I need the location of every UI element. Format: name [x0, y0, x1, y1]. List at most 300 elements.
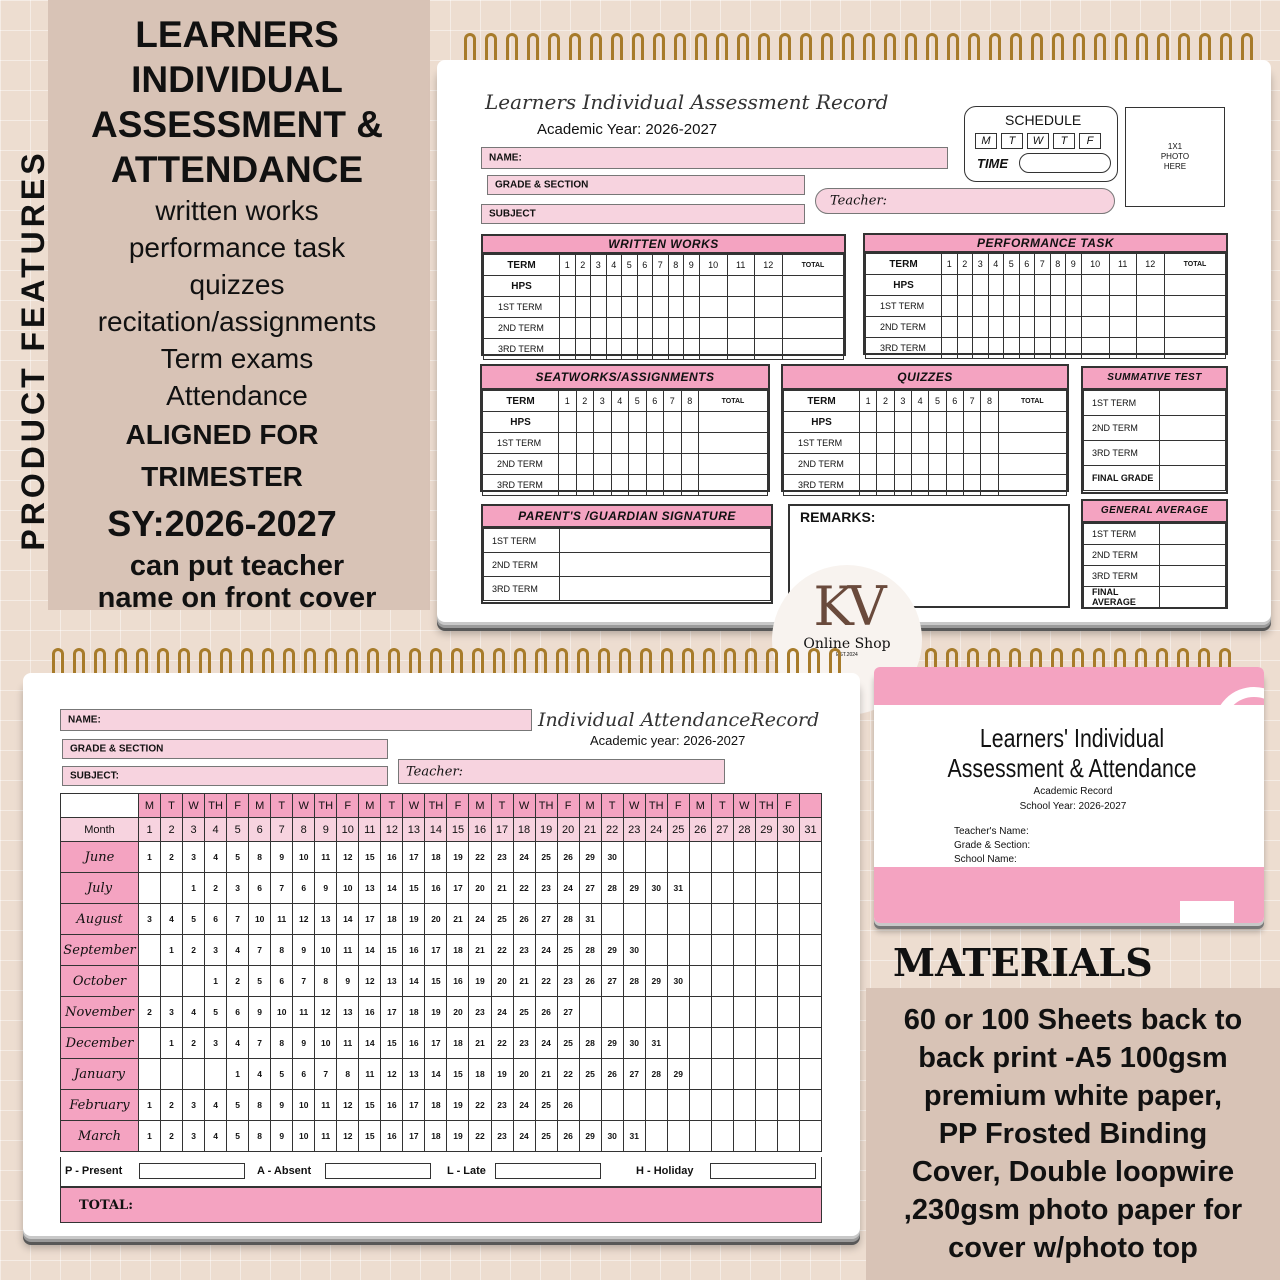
- table-cell[interactable]: [1050, 317, 1066, 338]
- table-cell[interactable]: [777, 842, 799, 873]
- table-cell[interactable]: [689, 904, 711, 935]
- table-cell[interactable]: [777, 966, 799, 997]
- table-cell[interactable]: [981, 433, 998, 454]
- table-cell[interactable]: [733, 873, 755, 904]
- grade-section-field[interactable]: GRADE & SECTION: [487, 175, 805, 195]
- table-cell[interactable]: [1004, 338, 1020, 359]
- table-cell[interactable]: [1050, 296, 1066, 317]
- table-cell[interactable]: [998, 412, 1066, 433]
- table-cell[interactable]: [611, 454, 629, 475]
- table-cell[interactable]: [1050, 275, 1066, 296]
- table-cell[interactable]: [755, 873, 777, 904]
- table-cell[interactable]: [653, 339, 669, 360]
- table-cell[interactable]: [629, 454, 647, 475]
- table-cell[interactable]: [782, 339, 843, 360]
- table-cell[interactable]: [754, 297, 782, 318]
- table-cell[interactable]: [733, 1090, 755, 1121]
- table-cell[interactable]: [957, 338, 973, 359]
- table-cell[interactable]: [777, 904, 799, 935]
- schedule-day[interactable]: M: [975, 133, 997, 149]
- table-cell[interactable]: [139, 935, 161, 966]
- table-cell[interactable]: [1136, 338, 1164, 359]
- table-cell[interactable]: [667, 935, 689, 966]
- table-cell[interactable]: [929, 433, 946, 454]
- table-cell[interactable]: [560, 553, 771, 577]
- table-cell[interactable]: [1035, 275, 1051, 296]
- table-cell[interactable]: [733, 1028, 755, 1059]
- table-cell[interactable]: [576, 412, 594, 433]
- table-cell[interactable]: [684, 276, 700, 297]
- table-cell[interactable]: [579, 1090, 601, 1121]
- table-cell[interactable]: [601, 904, 623, 935]
- table-cell[interactable]: [689, 842, 711, 873]
- table-cell[interactable]: [622, 318, 638, 339]
- table-cell[interactable]: [646, 412, 664, 433]
- table-cell[interactable]: [594, 433, 612, 454]
- table-cell[interactable]: [560, 297, 576, 318]
- table-cell[interactable]: [754, 276, 782, 297]
- table-cell[interactable]: [667, 1090, 689, 1121]
- table-cell[interactable]: [799, 1059, 821, 1090]
- table-cell[interactable]: [601, 997, 623, 1028]
- table-cell[interactable]: [1004, 275, 1020, 296]
- table-cell[interactable]: [711, 1121, 733, 1152]
- table-cell[interactable]: [61, 794, 139, 818]
- table-cell[interactable]: [205, 1059, 227, 1090]
- table-cell[interactable]: [963, 433, 980, 454]
- table-cell[interactable]: [733, 1121, 755, 1152]
- table-cell[interactable]: [664, 433, 682, 454]
- table-cell[interactable]: [711, 935, 733, 966]
- table-cell[interactable]: [877, 475, 894, 496]
- table-cell[interactable]: [645, 904, 667, 935]
- time-field[interactable]: [1019, 153, 1111, 173]
- table-cell[interactable]: [799, 873, 821, 904]
- table-cell[interactable]: [575, 276, 591, 297]
- table-cell[interactable]: [860, 412, 877, 433]
- table-cell[interactable]: [894, 475, 911, 496]
- table-cell[interactable]: [988, 338, 1004, 359]
- table-cell[interactable]: [637, 297, 653, 318]
- table-cell[interactable]: [559, 475, 577, 496]
- table-cell[interactable]: [998, 433, 1066, 454]
- table-cell[interactable]: [782, 276, 843, 297]
- att-grade-field[interactable]: GRADE & SECTION: [62, 739, 388, 759]
- table-cell[interactable]: [622, 276, 638, 297]
- schedule-day[interactable]: T: [1001, 133, 1023, 149]
- table-cell[interactable]: [942, 275, 958, 296]
- table-cell[interactable]: [681, 433, 699, 454]
- table-cell[interactable]: [560, 318, 576, 339]
- legend-field[interactable]: [325, 1163, 431, 1179]
- table-cell[interactable]: [594, 454, 612, 475]
- table-cell[interactable]: [754, 339, 782, 360]
- table-cell[interactable]: [911, 412, 928, 433]
- table-cell[interactable]: [1004, 296, 1020, 317]
- table-cell[interactable]: [629, 475, 647, 496]
- table-cell[interactable]: [667, 904, 689, 935]
- table-cell[interactable]: [877, 412, 894, 433]
- table-cell[interactable]: [664, 454, 682, 475]
- table-cell[interactable]: [606, 318, 622, 339]
- table-cell[interactable]: [611, 412, 629, 433]
- table-cell[interactable]: [877, 454, 894, 475]
- table-cell[interactable]: [183, 1059, 205, 1090]
- table-cell[interactable]: [575, 318, 591, 339]
- table-cell[interactable]: [559, 412, 577, 433]
- table-cell[interactable]: [929, 454, 946, 475]
- att-teacher-field[interactable]: Teacher:: [398, 759, 725, 784]
- table-cell[interactable]: [560, 529, 771, 553]
- table-cell[interactable]: [711, 997, 733, 1028]
- table-cell[interactable]: [1136, 296, 1164, 317]
- table-cell[interactable]: [799, 904, 821, 935]
- table-cell[interactable]: [942, 317, 958, 338]
- table-cell[interactable]: [689, 935, 711, 966]
- table-cell[interactable]: [777, 1059, 799, 1090]
- table-cell[interactable]: [929, 412, 946, 433]
- table-cell[interactable]: [755, 842, 777, 873]
- table-cell[interactable]: [981, 412, 998, 433]
- table-cell[interactable]: [973, 275, 989, 296]
- table-cell[interactable]: [1164, 275, 1225, 296]
- table-cell[interactable]: [1160, 441, 1226, 466]
- table-cell[interactable]: [799, 1121, 821, 1152]
- table-cell[interactable]: [1160, 587, 1226, 608]
- subject-field[interactable]: SUBJECT: [481, 204, 805, 224]
- table-cell[interactable]: [942, 296, 958, 317]
- table-cell[interactable]: [973, 296, 989, 317]
- table-cell[interactable]: [911, 475, 928, 496]
- table-cell[interactable]: [1160, 416, 1226, 441]
- table-cell[interactable]: [894, 433, 911, 454]
- table-cell[interactable]: [1081, 275, 1109, 296]
- table-cell[interactable]: [637, 339, 653, 360]
- table-cell[interactable]: [161, 873, 183, 904]
- table-cell[interactable]: [727, 276, 754, 297]
- table-cell[interactable]: [1160, 566, 1226, 587]
- table-cell[interactable]: [139, 966, 161, 997]
- table-cell[interactable]: [799, 1090, 821, 1121]
- table-cell[interactable]: [981, 454, 998, 475]
- table-cell[interactable]: [1109, 296, 1136, 317]
- table-cell[interactable]: [733, 935, 755, 966]
- table-cell[interactable]: [611, 433, 629, 454]
- table-cell[interactable]: [777, 997, 799, 1028]
- table-cell[interactable]: [594, 412, 612, 433]
- table-cell[interactable]: [591, 339, 607, 360]
- table-cell[interactable]: [646, 433, 664, 454]
- schedule-day[interactable]: F: [1079, 133, 1101, 149]
- table-cell[interactable]: [653, 297, 669, 318]
- table-cell[interactable]: [1136, 317, 1164, 338]
- table-cell[interactable]: [575, 339, 591, 360]
- table-cell[interactable]: [1136, 275, 1164, 296]
- table-cell[interactable]: [161, 966, 183, 997]
- table-cell[interactable]: [894, 412, 911, 433]
- table-cell[interactable]: [711, 966, 733, 997]
- table-cell[interactable]: [957, 317, 973, 338]
- table-cell[interactable]: [711, 873, 733, 904]
- table-cell[interactable]: [799, 1028, 821, 1059]
- table-cell[interactable]: [1109, 317, 1136, 338]
- table-cell[interactable]: [782, 297, 843, 318]
- table-cell[interactable]: [1066, 338, 1082, 359]
- table-cell[interactable]: [591, 318, 607, 339]
- table-cell[interactable]: [877, 433, 894, 454]
- table-cell[interactable]: [963, 475, 980, 496]
- table-cell[interactable]: [699, 412, 768, 433]
- table-cell[interactable]: [645, 1121, 667, 1152]
- table-cell[interactable]: [860, 454, 877, 475]
- table-cell[interactable]: [711, 1028, 733, 1059]
- table-cell[interactable]: [755, 935, 777, 966]
- table-cell[interactable]: [653, 276, 669, 297]
- table-cell[interactable]: [711, 1059, 733, 1090]
- table-cell[interactable]: [1160, 391, 1226, 416]
- table-cell[interactable]: [1019, 317, 1035, 338]
- table-cell[interactable]: [946, 412, 963, 433]
- table-cell[interactable]: [1050, 338, 1066, 359]
- table-cell[interactable]: [799, 966, 821, 997]
- table-cell[interactable]: [699, 339, 727, 360]
- table-cell[interactable]: [711, 904, 733, 935]
- table-cell[interactable]: [591, 297, 607, 318]
- table-cell[interactable]: [664, 412, 682, 433]
- table-cell[interactable]: [667, 997, 689, 1028]
- table-cell[interactable]: [161, 1059, 183, 1090]
- table-cell[interactable]: [576, 454, 594, 475]
- table-cell[interactable]: [946, 475, 963, 496]
- table-cell[interactable]: [681, 475, 699, 496]
- table-cell[interactable]: [699, 433, 768, 454]
- photo-box[interactable]: 1X1 PHOTO HERE: [1125, 107, 1225, 207]
- table-cell[interactable]: [754, 318, 782, 339]
- table-cell[interactable]: [733, 904, 755, 935]
- table-cell[interactable]: [699, 318, 727, 339]
- legend-field[interactable]: [495, 1163, 601, 1179]
- table-cell[interactable]: [981, 475, 998, 496]
- table-cell[interactable]: [684, 318, 700, 339]
- table-cell[interactable]: [629, 412, 647, 433]
- table-cell[interactable]: [667, 1121, 689, 1152]
- table-cell[interactable]: [1066, 275, 1082, 296]
- table-cell[interactable]: [755, 997, 777, 1028]
- table-cell[interactable]: [668, 318, 684, 339]
- table-cell[interactable]: [646, 475, 664, 496]
- table-cell[interactable]: [689, 966, 711, 997]
- table-cell[interactable]: [645, 1090, 667, 1121]
- table-cell[interactable]: [777, 1028, 799, 1059]
- table-cell[interactable]: [894, 454, 911, 475]
- table-cell[interactable]: [689, 873, 711, 904]
- att-subject-field[interactable]: SUBJECT:: [62, 766, 388, 786]
- table-cell[interactable]: [1109, 275, 1136, 296]
- table-cell[interactable]: [929, 475, 946, 496]
- teacher-field[interactable]: Teacher:: [815, 188, 1115, 214]
- table-cell[interactable]: [637, 276, 653, 297]
- table-cell[interactable]: [711, 842, 733, 873]
- table-cell[interactable]: [1019, 296, 1035, 317]
- table-cell[interactable]: [689, 1059, 711, 1090]
- table-cell[interactable]: [579, 997, 601, 1028]
- table-cell[interactable]: [646, 454, 664, 475]
- table-cell[interactable]: [799, 842, 821, 873]
- table-cell[interactable]: [667, 1028, 689, 1059]
- table-cell[interactable]: [1160, 545, 1226, 566]
- table-cell[interactable]: [699, 454, 768, 475]
- table-cell[interactable]: [799, 935, 821, 966]
- table-cell[interactable]: [664, 475, 682, 496]
- table-cell[interactable]: [957, 275, 973, 296]
- table-cell[interactable]: [622, 297, 638, 318]
- table-cell[interactable]: [799, 997, 821, 1028]
- table-cell[interactable]: [653, 318, 669, 339]
- table-cell[interactable]: [689, 1028, 711, 1059]
- table-cell[interactable]: [782, 318, 843, 339]
- table-cell[interactable]: [860, 433, 877, 454]
- table-cell[interactable]: [963, 454, 980, 475]
- table-cell[interactable]: [988, 296, 1004, 317]
- table-cell[interactable]: [668, 339, 684, 360]
- table-cell[interactable]: [755, 1090, 777, 1121]
- table-cell[interactable]: [668, 297, 684, 318]
- table-cell[interactable]: [560, 339, 576, 360]
- schedule-day[interactable]: W: [1027, 133, 1049, 149]
- table-cell[interactable]: [973, 317, 989, 338]
- table-cell[interactable]: [998, 454, 1066, 475]
- table-cell[interactable]: [684, 297, 700, 318]
- table-cell[interactable]: [689, 1090, 711, 1121]
- table-cell[interactable]: [755, 904, 777, 935]
- table-cell[interactable]: [611, 475, 629, 496]
- table-cell[interactable]: [681, 454, 699, 475]
- table-cell[interactable]: [733, 966, 755, 997]
- table-cell[interactable]: [755, 1059, 777, 1090]
- legend-field[interactable]: [710, 1163, 816, 1179]
- table-cell[interactable]: [1081, 338, 1109, 359]
- table-cell[interactable]: [988, 275, 1004, 296]
- table-cell[interactable]: [623, 997, 645, 1028]
- table-cell[interactable]: [594, 475, 612, 496]
- table-cell[interactable]: [727, 318, 754, 339]
- table-cell[interactable]: [684, 339, 700, 360]
- table-cell[interactable]: [1035, 317, 1051, 338]
- table-cell[interactable]: [699, 475, 768, 496]
- table-cell[interactable]: [1164, 296, 1225, 317]
- table-cell[interactable]: [560, 276, 576, 297]
- table-cell[interactable]: [777, 1090, 799, 1121]
- table-cell[interactable]: [623, 904, 645, 935]
- table-cell[interactable]: [667, 842, 689, 873]
- table-cell[interactable]: [988, 317, 1004, 338]
- name-field[interactable]: NAME:: [481, 147, 948, 169]
- table-cell[interactable]: [1035, 296, 1051, 317]
- table-cell[interactable]: [727, 297, 754, 318]
- table-cell[interactable]: [755, 1121, 777, 1152]
- table-cell[interactable]: [957, 296, 973, 317]
- table-cell[interactable]: [606, 297, 622, 318]
- table-cell[interactable]: [973, 338, 989, 359]
- table-cell[interactable]: [1109, 338, 1136, 359]
- table-cell[interactable]: [911, 433, 928, 454]
- table-cell[interactable]: [1019, 338, 1035, 359]
- table-cell[interactable]: [560, 577, 771, 601]
- table-cell[interactable]: [575, 297, 591, 318]
- table-cell[interactable]: [946, 433, 963, 454]
- table-cell[interactable]: [727, 339, 754, 360]
- table-cell[interactable]: [755, 1028, 777, 1059]
- table-cell[interactable]: [601, 1090, 623, 1121]
- table-cell[interactable]: [777, 873, 799, 904]
- table-cell[interactable]: [623, 842, 645, 873]
- table-cell[interactable]: [799, 794, 821, 818]
- table-cell[interactable]: [777, 1121, 799, 1152]
- table-cell[interactable]: [622, 339, 638, 360]
- table-cell[interactable]: [777, 935, 799, 966]
- table-cell[interactable]: [1160, 466, 1226, 491]
- table-cell[interactable]: [645, 842, 667, 873]
- table-cell[interactable]: [711, 1090, 733, 1121]
- table-cell[interactable]: [1035, 338, 1051, 359]
- table-cell[interactable]: [637, 318, 653, 339]
- table-cell[interactable]: [668, 276, 684, 297]
- table-cell[interactable]: [623, 1090, 645, 1121]
- table-cell[interactable]: [591, 276, 607, 297]
- table-cell[interactable]: [699, 297, 727, 318]
- legend-field[interactable]: [139, 1163, 245, 1179]
- table-cell[interactable]: [629, 433, 647, 454]
- table-cell[interactable]: [1066, 317, 1082, 338]
- table-cell[interactable]: [733, 1059, 755, 1090]
- schedule-day[interactable]: T: [1053, 133, 1075, 149]
- table-cell[interactable]: [1164, 338, 1225, 359]
- table-cell[interactable]: [139, 873, 161, 904]
- table-cell[interactable]: [733, 997, 755, 1028]
- table-cell[interactable]: [946, 454, 963, 475]
- table-cell[interactable]: [689, 1121, 711, 1152]
- table-cell[interactable]: [139, 1059, 161, 1090]
- table-cell[interactable]: [681, 412, 699, 433]
- table-cell[interactable]: [559, 454, 577, 475]
- table-cell[interactable]: [645, 935, 667, 966]
- table-cell[interactable]: [733, 842, 755, 873]
- table-cell[interactable]: [139, 1028, 161, 1059]
- table-cell[interactable]: [606, 339, 622, 360]
- table-cell[interactable]: [998, 475, 1066, 496]
- table-cell[interactable]: [860, 475, 877, 496]
- table-cell[interactable]: [755, 966, 777, 997]
- table-cell[interactable]: [645, 997, 667, 1028]
- table-cell[interactable]: [1004, 317, 1020, 338]
- table-cell[interactable]: [689, 997, 711, 1028]
- table-cell[interactable]: [576, 433, 594, 454]
- table-cell[interactable]: [576, 475, 594, 496]
- table-cell[interactable]: [1164, 317, 1225, 338]
- table-cell[interactable]: [1019, 275, 1035, 296]
- table-cell[interactable]: [1081, 296, 1109, 317]
- table-cell[interactable]: [963, 412, 980, 433]
- table-cell[interactable]: [183, 966, 205, 997]
- table-cell[interactable]: [1160, 524, 1226, 545]
- table-cell[interactable]: [699, 276, 727, 297]
- table-cell[interactable]: [559, 433, 577, 454]
- table-cell[interactable]: [911, 454, 928, 475]
- table-cell[interactable]: [942, 338, 958, 359]
- table-cell[interactable]: [606, 276, 622, 297]
- table-cell[interactable]: [1066, 296, 1082, 317]
- att-name-field[interactable]: NAME:: [60, 709, 532, 731]
